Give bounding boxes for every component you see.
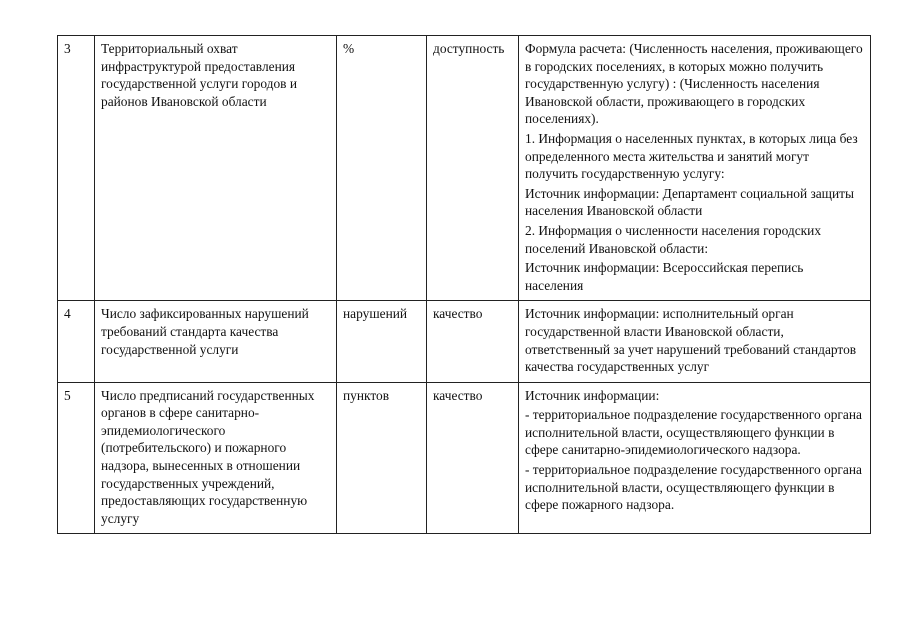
indicator-type: доступность	[427, 36, 519, 301]
unit-of-measure: пунктов	[337, 382, 427, 533]
indicator-type: качество	[427, 382, 519, 533]
calculation-source	[519, 36, 871, 301]
indicator-name: Территориальный охват инфраструктурой предоставления государственной услуги городов и районов Ивановской области	[95, 36, 337, 301]
source-paragraph: - территориальное подразделение государственного органа исполнительной власти, осуществляющего функции в сфере пожарного надзора.	[525, 462, 862, 513]
indicators-table	[57, 35, 871, 534]
source-paragraph: Источник информации: Департамент социальной защиты населения Ивановской области	[525, 185, 855, 219]
calculation-source	[519, 382, 871, 533]
calculation-source	[519, 301, 871, 382]
unit-of-measure: нарушений	[337, 301, 427, 382]
row-number: 3	[58, 36, 95, 301]
indicator-name: Число зафиксированных нарушений требований стандарта качества государственной услуги	[95, 301, 337, 382]
row-number: 4	[58, 301, 95, 382]
source-paragraph: Источник информации:	[525, 387, 660, 403]
source-paragraph: 1. Информация о населенных пунктах, в которых лица без определенного места жительства и занятий могут получить государственную услугу:	[525, 130, 858, 182]
row-number: 5	[58, 382, 95, 533]
source-paragraph: 2. Информация о численности населения городских поселений Ивановской области:	[525, 222, 822, 256]
table-row	[58, 382, 871, 533]
indicator-type: качество	[427, 301, 519, 382]
source-paragraph: - территориальное подразделение государственного органа исполнительной власти, осуществляющего функции в сфере санитарно-эпидемиологического надзора.	[525, 407, 862, 458]
table-row	[58, 36, 871, 301]
source-paragraph: Формула расчета: (Численность населения, проживающего в городских поселениях, в которых можно получить государственную услугу) : (Численность населения Ивановской области, проживающего в городских поселениях).	[525, 41, 863, 127]
source-paragraph: Источник информации: исполнительный орган государственной власти Ивановской области, ответственный за учет нарушений требований стандартов качества государственных услуг	[525, 306, 857, 375]
indicator-name: Число предписаний государственных органов в сфере санитарно-эпидемиологического (потребительского) и пожарного надзора, вынесенных в отношении государственных учреждений, предоставляющих государственную услугу	[95, 382, 337, 533]
source-paragraph: Источник информации: Всероссийская перепись населения	[525, 260, 804, 293]
unit-of-measure: %	[337, 36, 427, 301]
table-row	[58, 301, 871, 382]
